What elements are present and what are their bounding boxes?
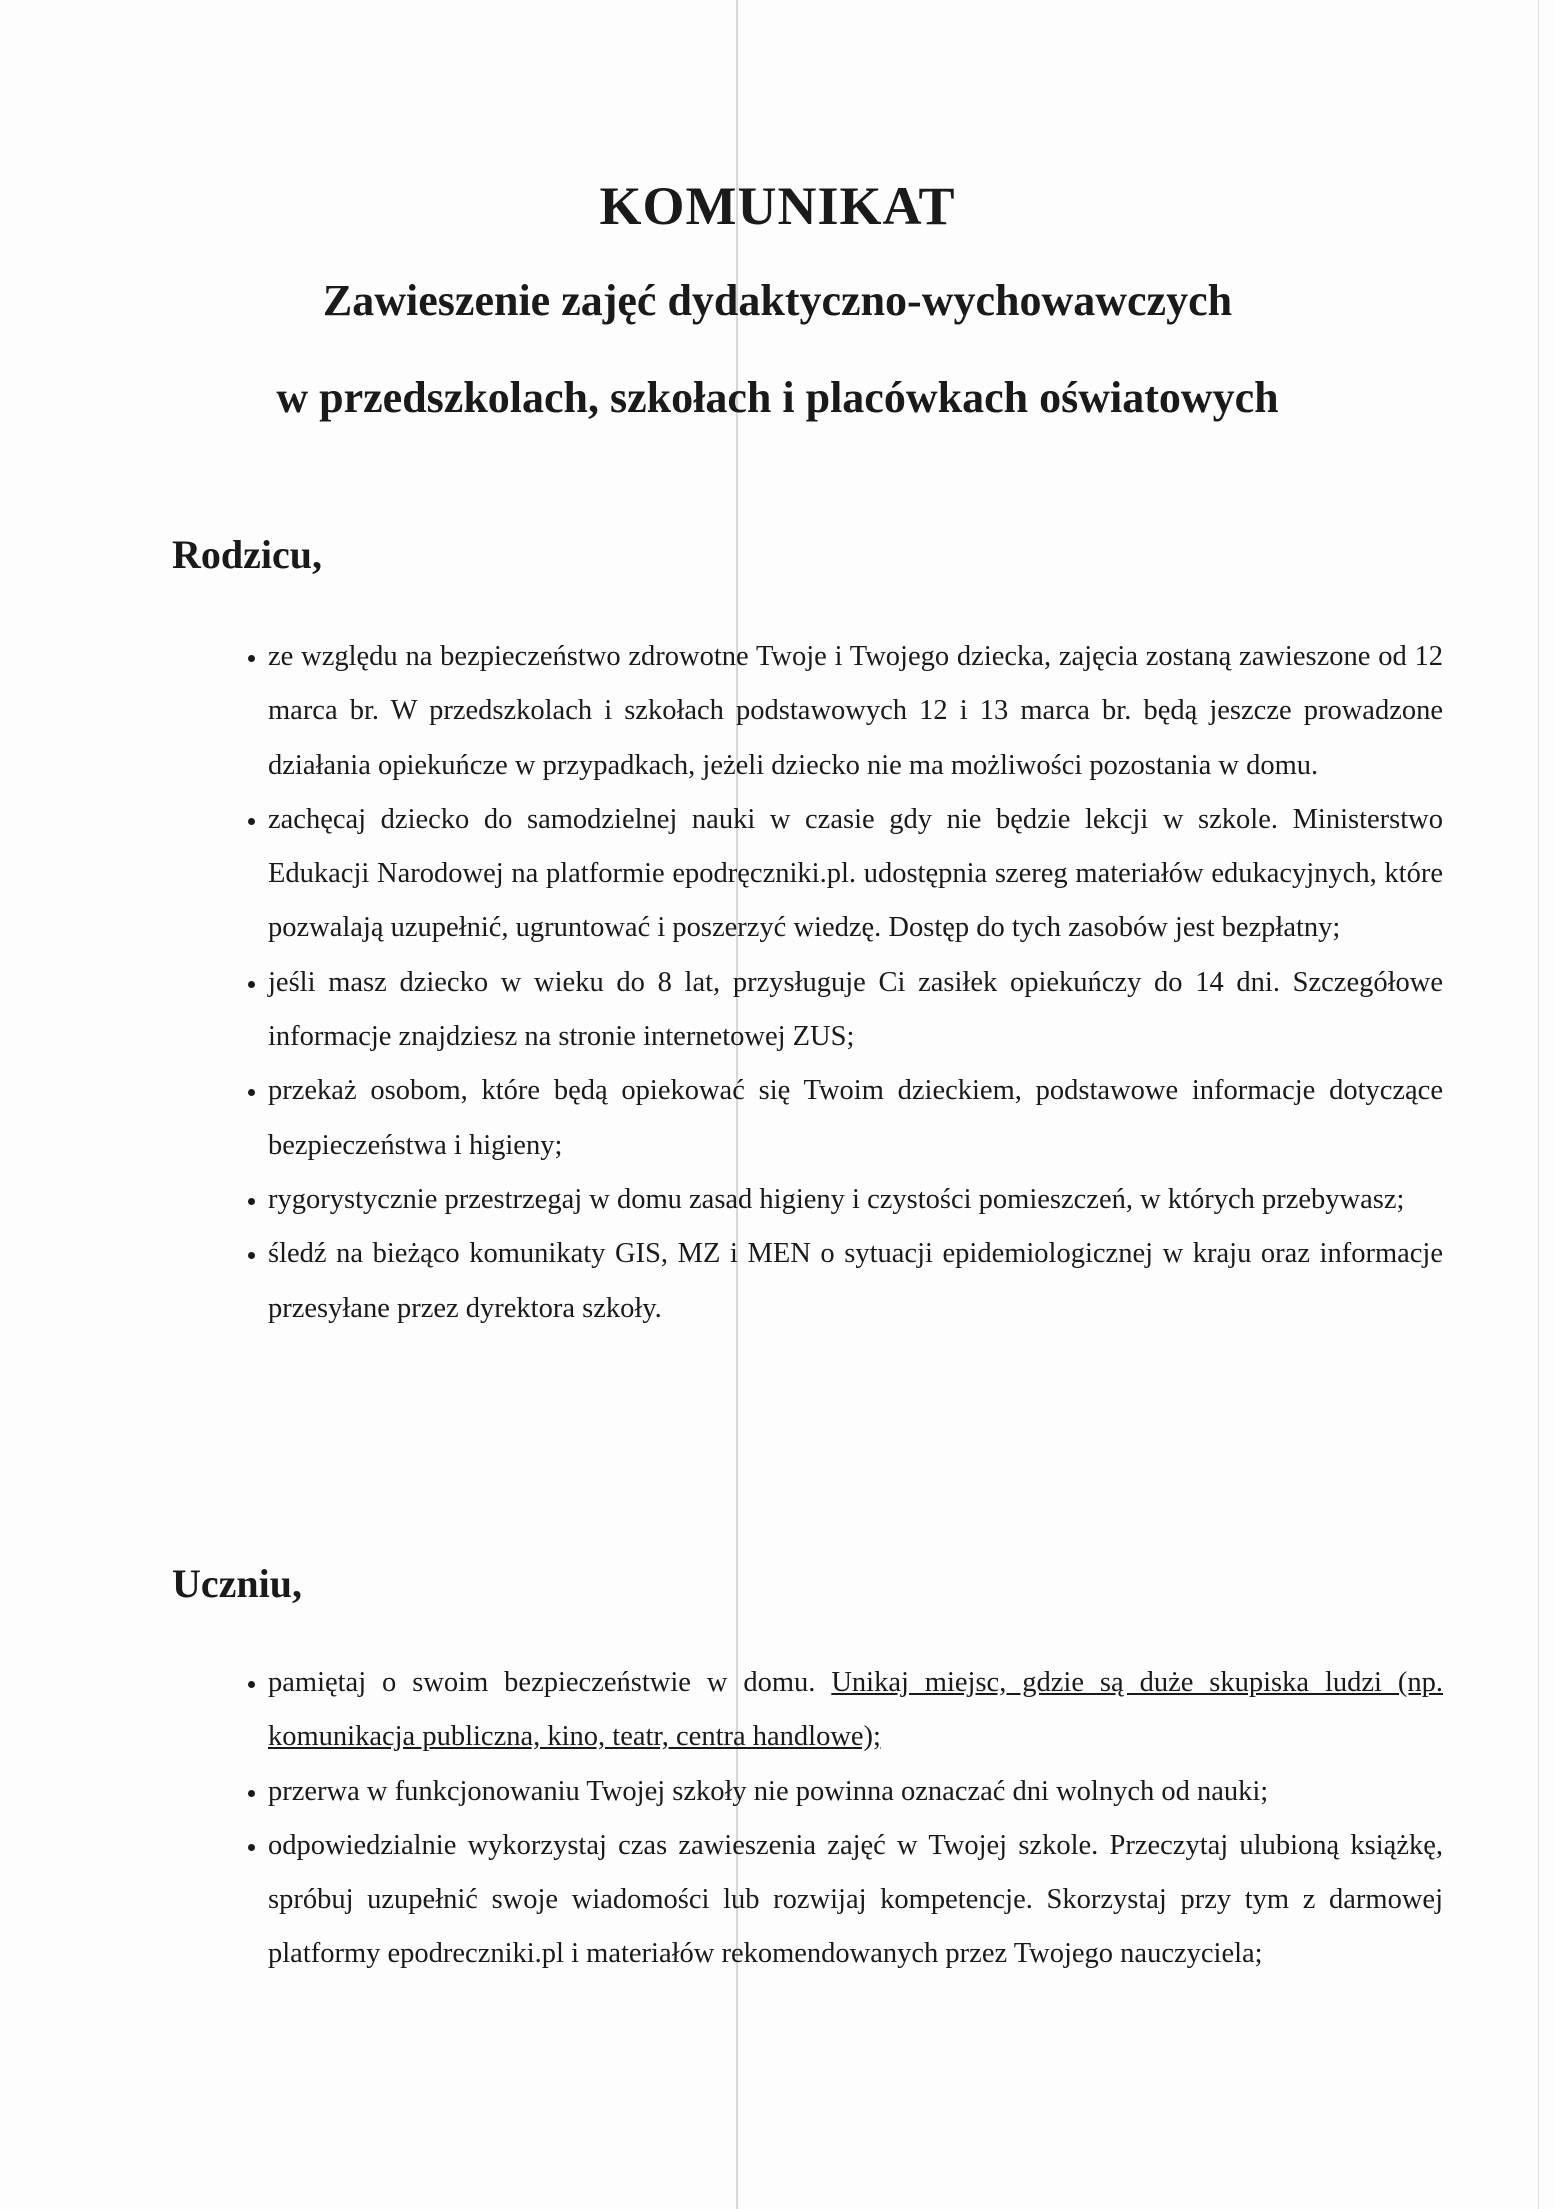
document-subtitle-line2: w przedszkolach, szkołach i placówkach oświatowych bbox=[276, 373, 1279, 422]
list-item: • rygorystycznie przestrzegaj w domu zasad higieny i czystości pomieszczeń, w których przebywasz; bbox=[268, 1173, 1443, 1227]
section-heading-student: Uczniu, bbox=[172, 1561, 302, 1606]
document-title: KOMUNIKAT bbox=[599, 176, 956, 236]
list-item: • śledź na bieżąco komunikaty GIS, MZ i MEN o sytuacji epidemiologicznej w kraju oraz informacje przesyłane przez dyrektora szkoły. bbox=[268, 1227, 1443, 1336]
list-item: • ze względu na bezpieczeństwo zdrowotne Twoje i Twojego dziecka, zajęcia zostaną zawieszone od 12 marca br. W przedszkolach i szkołach podstawowych 12 i 13 marca br. będą jeszcze prowadzone działania opiekuńcze w przypadkach, jeżeli dziecko nie ma możliwości pozostania w domu. bbox=[268, 630, 1443, 793]
list-item bbox=[268, 1656, 1443, 1765]
list-item: • jeśli masz dziecko w wieku do 8 lat, przysługuje Ci zasiłek opiekuńczy do 14 dni. Szczegółowe informacje znajdziesz na stronie internetowej ZUS; bbox=[268, 956, 1443, 1065]
document-subtitle-line1: Zawieszenie zajęć dydaktyczno-wychowawczych bbox=[322, 276, 1233, 325]
list-item: • zachęcaj dziecko do samodzielnej nauki w czasie gdy nie będzie lekcji w szkole. Ministerstwo Edukacji Narodowej na platformie epodręczniki.pl. udostępnia szereg materiałów edukacyjnych, które pozwalają uzupełnić, ugruntować i poszerzyć wiedzę. Dostęp do tych zasobów jest bezpłatny; bbox=[268, 793, 1443, 956]
list-item: • przekaż osobom, które będą opiekować się Twoim dzieckiem, podstawowe informacje dotyczące bezpieczeństwa i higieny; bbox=[268, 1064, 1443, 1173]
parent-advice-list bbox=[205, 630, 1443, 1336]
list-item-text: pamiętaj o swoim bezpieczeństwie w domu. bbox=[268, 1667, 832, 1698]
section-heading-parent: Rodzicu, bbox=[172, 532, 322, 577]
scan-edge-line bbox=[1538, 0, 1539, 2209]
list-item: • odpowiedzialnie wykorzystaj czas zawieszenia zajęć w Twojej szkole. Przeczytaj ulubioną książkę, spróbuj uzupełnić swoje wiadomości lub rozwijaj kompetencje. Skorzystaj przy tym z darmowej platformy epodreczniki.pl i materiałów rekomendowanych przez Twojego nauczyciela; bbox=[268, 1819, 1443, 1982]
list-item: • przerwa w funkcjonowaniu Twojej szkoły nie powinna oznaczać dni wolnych od nauki; bbox=[268, 1765, 1443, 1819]
student-advice-list bbox=[205, 1656, 1443, 1982]
underlined-text: Unikaj miejsc, gdzie są duże skupiska ludzi (np. komunikacja publiczna, kino, teatr, centra handlowe); bbox=[268, 1667, 1444, 1753]
